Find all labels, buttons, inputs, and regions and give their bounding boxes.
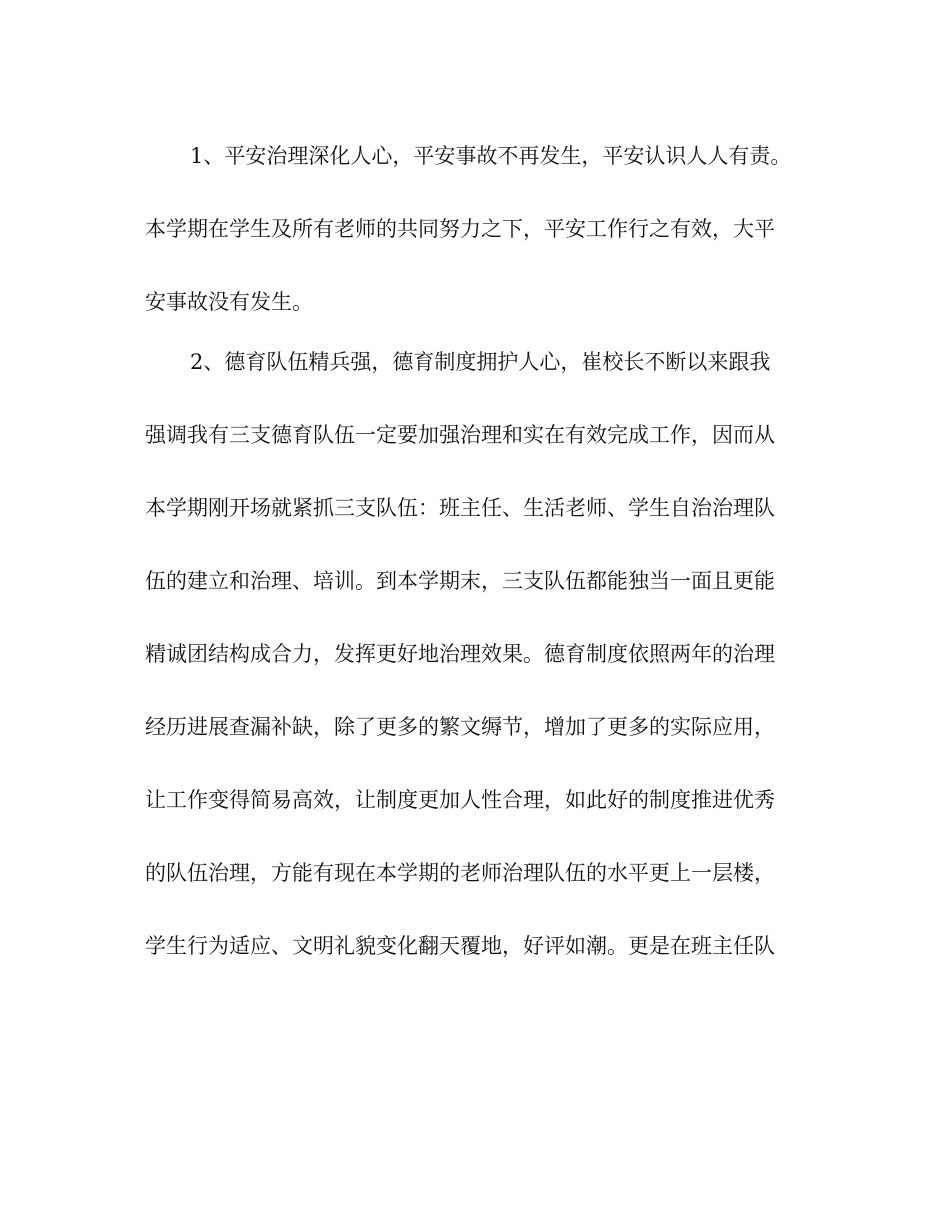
paragraph-2-line-7 [0, 783, 950, 817]
text-line: 精诚团结构成合力，发挥更好地治理效果。德育制度依照两年的治理 [145, 642, 775, 666]
paragraph-1-line-3 [0, 285, 950, 319]
text-line: 2、德育队伍精兵强，德育制度拥护人心，崔校长不断以来跟我 [190, 350, 771, 374]
text-line: 经历进展查漏补缺，除了更多的繁文缛节，增加了更多的实际应用， [145, 715, 775, 739]
paragraph-2-line-2 [0, 418, 950, 452]
text-line: 的队伍治理，方能有现在本学期的老师治理队伍的水平更上一层楼， [145, 861, 775, 885]
text-line: 伍的建立和治理、培训。到本学期末，三支队伍都能独当一面且更能 [145, 569, 775, 593]
text-line: 本学期刚开场就紧抓三支队伍：班主任、生活老师、学生自治治理队 [145, 496, 775, 520]
paragraph-1-line-2 [0, 212, 950, 246]
paragraph-2-line-1 [0, 345, 950, 379]
paragraph-2-line-4 [0, 564, 950, 598]
text-line: 学生行为适应、文明礼貌变化翻天覆地，好评如潮。更是在班主任队 [145, 934, 775, 958]
text-line: 本学期在学生及所有老师的共同努力之下，平安工作行之有效，大平 [145, 217, 775, 241]
paragraph-2-line-9 [0, 929, 950, 963]
paragraph-1-line-1 [0, 139, 950, 173]
paragraph-2-line-8 [0, 856, 950, 890]
paragraph-2-line-3 [0, 491, 950, 525]
text-line: 安事故没有发生。 [145, 290, 313, 314]
text-line: 强调我有三支德育队伍一定要加强治理和实在有效完成工作，因而从 [145, 423, 775, 447]
paragraph-2-line-5 [0, 637, 950, 671]
text-line: 1、平安治理深化人心，平安事故不再发生，平安认识人人有责。 [190, 144, 792, 168]
text-line: 让工作变得简易高效，让制度更加人性合理，如此好的制度推进优秀 [145, 788, 775, 812]
paragraph-2-line-6 [0, 710, 950, 744]
